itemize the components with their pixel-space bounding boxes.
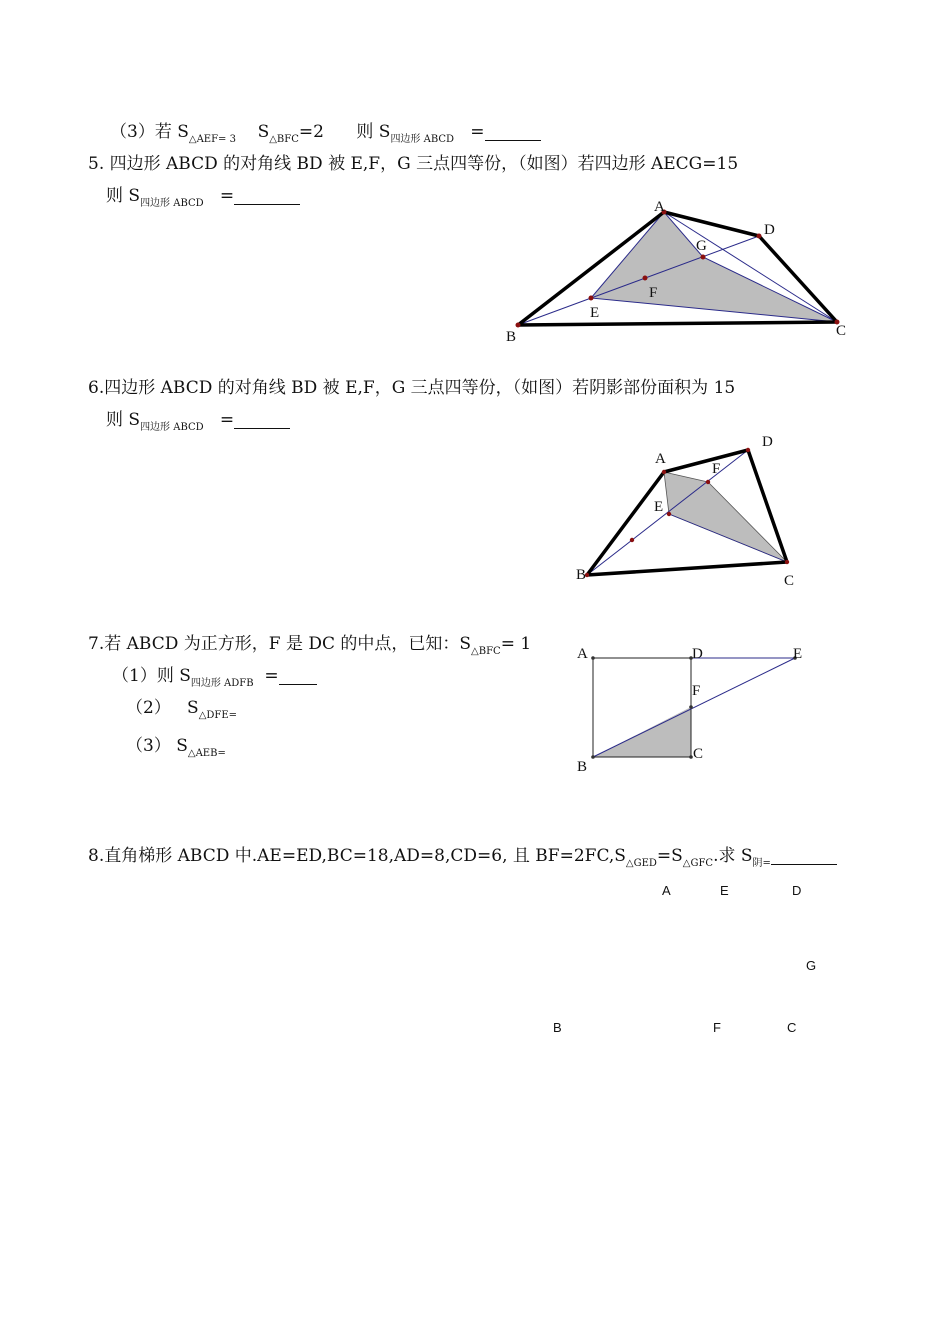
- q8-label-b: B: [553, 1020, 562, 1035]
- q8-question: [88, 844, 837, 876]
- q5-label-e: E: [590, 305, 600, 321]
- q8-label-c: C: [787, 1020, 797, 1035]
- q7-p1-sub: 四边形 ADFB: [190, 678, 254, 689]
- q8-answer-blank[interactable]: [771, 846, 837, 865]
- q4-sub-aef: △AEF= 3: [188, 134, 236, 145]
- q5-label-f: F: [649, 285, 658, 301]
- q7-question: [88, 632, 531, 664]
- q7-p3-eq: =: [217, 748, 226, 759]
- q6-figure: [576, 434, 794, 589]
- q4-val-bfc: =2: [298, 122, 324, 142]
- q7-text: 7.若 ABCD 为正方形，F 是 DC 的中点，已知：S: [88, 634, 472, 654]
- q8-sub-ged: △GED: [625, 858, 657, 869]
- q7-p3-s: S: [176, 736, 188, 756]
- q7-p3-sub: △AEB: [187, 748, 218, 759]
- q8-figure: [553, 883, 816, 1035]
- q7-part1: [112, 664, 317, 696]
- q7-label-f: F: [692, 683, 701, 699]
- q5-figure: [506, 199, 846, 345]
- q7-part2: [126, 696, 237, 728]
- q6-answer-line: [106, 408, 290, 440]
- q7-label-c: C: [693, 746, 704, 762]
- q4-eq: =: [470, 122, 485, 142]
- q8-ask: .求 S: [713, 846, 753, 866]
- q7-sub-bfc: △BFC: [471, 646, 501, 657]
- q4-sub-bfc: △BFC: [269, 134, 299, 145]
- q7-label-b: B: [577, 759, 588, 775]
- q5-shaded-aecg: [591, 212, 837, 322]
- q6-then: 则 S: [106, 410, 141, 430]
- q6-shaded-region: [664, 472, 787, 562]
- q7-label-e: E: [793, 646, 803, 662]
- q5-sub: 四边形 ABCD: [140, 198, 204, 209]
- q4-s-bfc: S: [257, 122, 270, 142]
- q5-label-g: G: [696, 238, 707, 254]
- q6-answer-blank[interactable]: [234, 410, 290, 429]
- q6-label-d: D: [762, 434, 773, 450]
- q8-label-g: G: [806, 958, 817, 973]
- q7-p2-prefix: （2）: [126, 698, 171, 718]
- q7-p2-sub: △DFE: [198, 710, 229, 721]
- q7-p3-prefix: （3）: [126, 736, 171, 756]
- q6-eq: =: [219, 410, 235, 430]
- q8-label-f: F: [713, 1020, 721, 1035]
- q5-question: 5. 四边形 ABCD 的对角线 BD 被 E,F，G 三点四等份，（如图）若四边形 AECG=15: [88, 154, 739, 174]
- q4-prefix: （3）若 S: [110, 122, 189, 142]
- q5-label-c: C: [836, 323, 847, 339]
- q8-label-e: E: [720, 883, 729, 898]
- q8-sub-shade: 阴: [752, 858, 763, 869]
- q4-sub-abcd: 四边形 ABCD: [390, 134, 455, 145]
- q5-then: 则 S: [106, 186, 141, 206]
- q8-text: 8.直角梯形 ABCD 中.AE=ED,BC=18,AD=8,CD=6, 且 BF=2FC,S: [88, 846, 626, 866]
- q5-label-b: B: [506, 329, 517, 345]
- q8-label-d: D: [792, 883, 802, 898]
- q7-p1-prefix: （1）则 S: [112, 666, 191, 686]
- q6-sub: 四边形 ABCD: [140, 422, 204, 433]
- q7-label-d: D: [692, 646, 703, 662]
- q8-eq: =: [762, 858, 771, 869]
- q8-sub-gfc: △GFC: [682, 858, 714, 869]
- q7-figure: [577, 646, 802, 775]
- q8-label-a: A: [662, 883, 671, 898]
- q4-then: 则 S: [356, 122, 391, 142]
- q8-mid: =S: [656, 846, 683, 866]
- q6-question: 6.四边形 ABCD 的对角线 BD 被 E,F，G 三点四等份，（如图）若阴影部份面积为 15: [88, 378, 736, 398]
- q7-p1-answer-blank[interactable]: [279, 666, 317, 685]
- q6-label-f: F: [712, 461, 721, 477]
- q7-p2-s: S: [187, 698, 199, 718]
- q6-label-a: A: [655, 451, 666, 467]
- q7-line-be: [593, 658, 795, 757]
- q7-p2-eq: =: [228, 710, 238, 721]
- q6-label-c: C: [784, 573, 795, 589]
- q5-eq: =: [219, 186, 235, 206]
- q5-label-d: D: [764, 222, 775, 238]
- q6-label-e: E: [654, 499, 664, 515]
- q7-part3: [126, 734, 226, 766]
- q5-label-a: A: [654, 199, 665, 215]
- q7-val: = 1: [500, 634, 532, 654]
- q7-label-a: A: [577, 646, 588, 662]
- q7-p1-eq: =: [264, 666, 279, 686]
- q6-label-b: B: [576, 567, 587, 583]
